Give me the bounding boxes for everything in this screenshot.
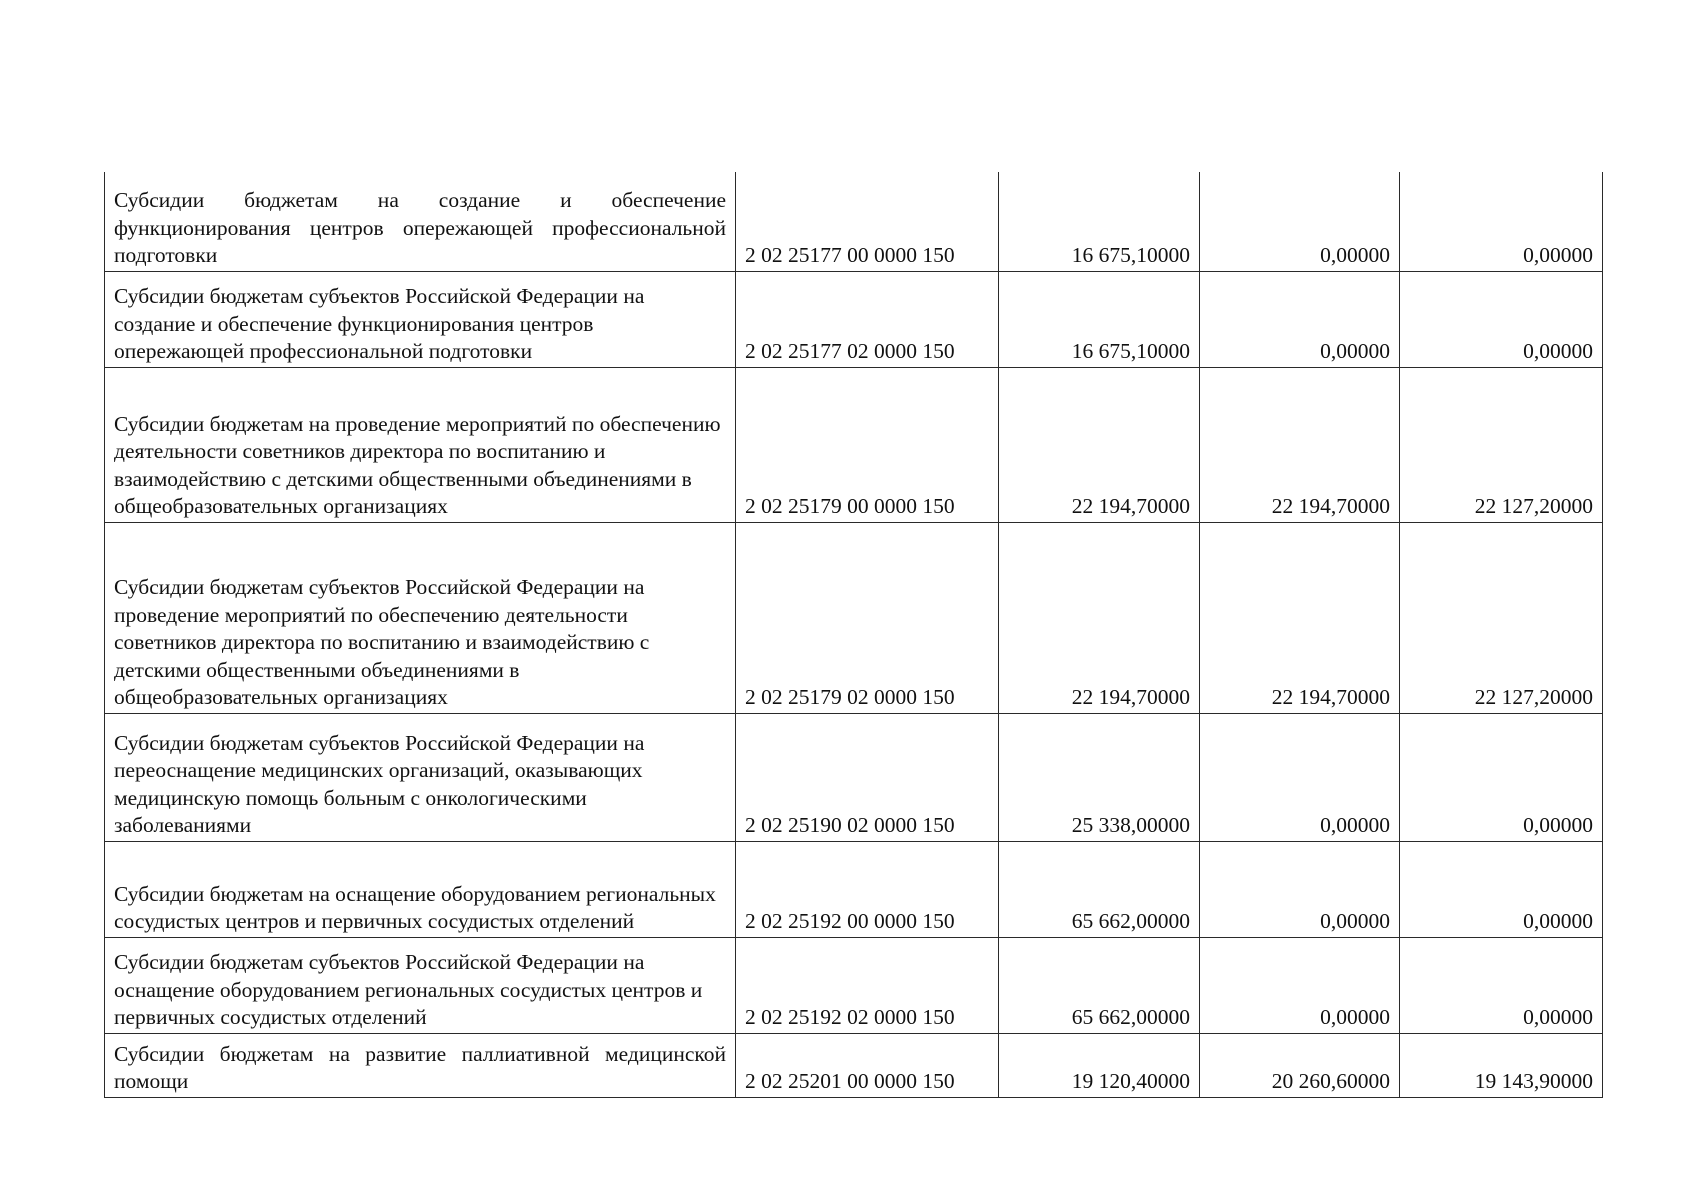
row-amount-2: 0,00000 [1200, 713, 1400, 841]
row-description: Субсидии бюджетам субъектов Российской Федерации на проведение мероприятий по обеспечению деятельности советников директора по воспитанию и взаимодействию с детскими общественными объединениями в общеобразовательных организациях [105, 522, 736, 713]
row-amount-2: 22 194,70000 [1200, 522, 1400, 713]
row-description: Субсидии бюджетам на развитие паллиативной медицинской помощи [105, 1033, 736, 1097]
row-code: 2 02 25177 02 0000 150 [736, 271, 999, 367]
row-amount-3: 22 127,20000 [1400, 522, 1603, 713]
row-description: Субсидии бюджетам субъектов Российской Федерации на переоснащение медицинских организаций, оказывающих медицинскую помощь больным с онкологическими заболеваниями [105, 713, 736, 841]
row-amount-1: 16 675,10000 [999, 271, 1200, 367]
row-amount-3: 22 127,20000 [1400, 367, 1603, 522]
row-amount-1: 65 662,00000 [999, 841, 1200, 937]
row-code: 2 02 25190 02 0000 150 [736, 713, 999, 841]
table-row [105, 713, 1603, 841]
table-row [105, 841, 1603, 937]
row-code: 2 02 25177 00 0000 150 [736, 172, 999, 271]
table-row [105, 172, 1603, 271]
table-row [105, 271, 1603, 367]
row-description: Субсидии бюджетам на проведение мероприятий по обеспечению деятельности советников директора по воспитанию и взаимодействию с детскими общественными объединениями в общеобразовательных организациях [105, 367, 736, 522]
row-description: Субсидии бюджетам субъектов Российской Федерации на создание и обеспечение функционирования центров опережающей профессиональной подготовки [105, 271, 736, 367]
row-amount-3: 0,00000 [1400, 713, 1603, 841]
row-description: Субсидии бюджетам на оснащение оборудованием региональных сосудистых центров и первичных сосудистых отделений [105, 841, 736, 937]
row-amount-1: 25 338,00000 [999, 713, 1200, 841]
row-amount-3: 19 143,90000 [1400, 1033, 1603, 1097]
row-amount-2: 22 194,70000 [1200, 367, 1400, 522]
row-amount-3: 0,00000 [1400, 172, 1603, 271]
table-row [105, 1033, 1603, 1097]
row-amount-2: 0,00000 [1200, 172, 1400, 271]
row-amount-3: 0,00000 [1400, 841, 1603, 937]
row-code: 2 02 25192 00 0000 150 [736, 841, 999, 937]
table-row [105, 522, 1603, 713]
row-code: 2 02 25179 02 0000 150 [736, 522, 999, 713]
row-amount-3: 0,00000 [1400, 937, 1603, 1033]
row-description: Субсидии бюджетам на создание и обеспечение функционирования центров опережающей профессиональной подготовки [105, 172, 736, 271]
row-amount-3: 0,00000 [1400, 271, 1603, 367]
row-description: Субсидии бюджетам субъектов Российской Федерации на оснащение оборудованием региональных сосудистых центров и первичных сосудистых отделений [105, 937, 736, 1033]
table-row [105, 367, 1603, 522]
row-amount-1: 19 120,40000 [999, 1033, 1200, 1097]
budget-table [104, 172, 1603, 1098]
row-code: 2 02 25192 02 0000 150 [736, 937, 999, 1033]
row-code: 2 02 25201 00 0000 150 [736, 1033, 999, 1097]
row-amount-1: 65 662,00000 [999, 937, 1200, 1033]
row-amount-2: 0,00000 [1200, 841, 1400, 937]
row-amount-1: 22 194,70000 [999, 522, 1200, 713]
table-row [105, 937, 1603, 1033]
row-code: 2 02 25179 00 0000 150 [736, 367, 999, 522]
row-amount-2: 0,00000 [1200, 271, 1400, 367]
row-amount-1: 16 675,10000 [999, 172, 1200, 271]
row-amount-2: 0,00000 [1200, 937, 1400, 1033]
row-amount-2: 20 260,60000 [1200, 1033, 1400, 1097]
row-amount-1: 22 194,70000 [999, 367, 1200, 522]
